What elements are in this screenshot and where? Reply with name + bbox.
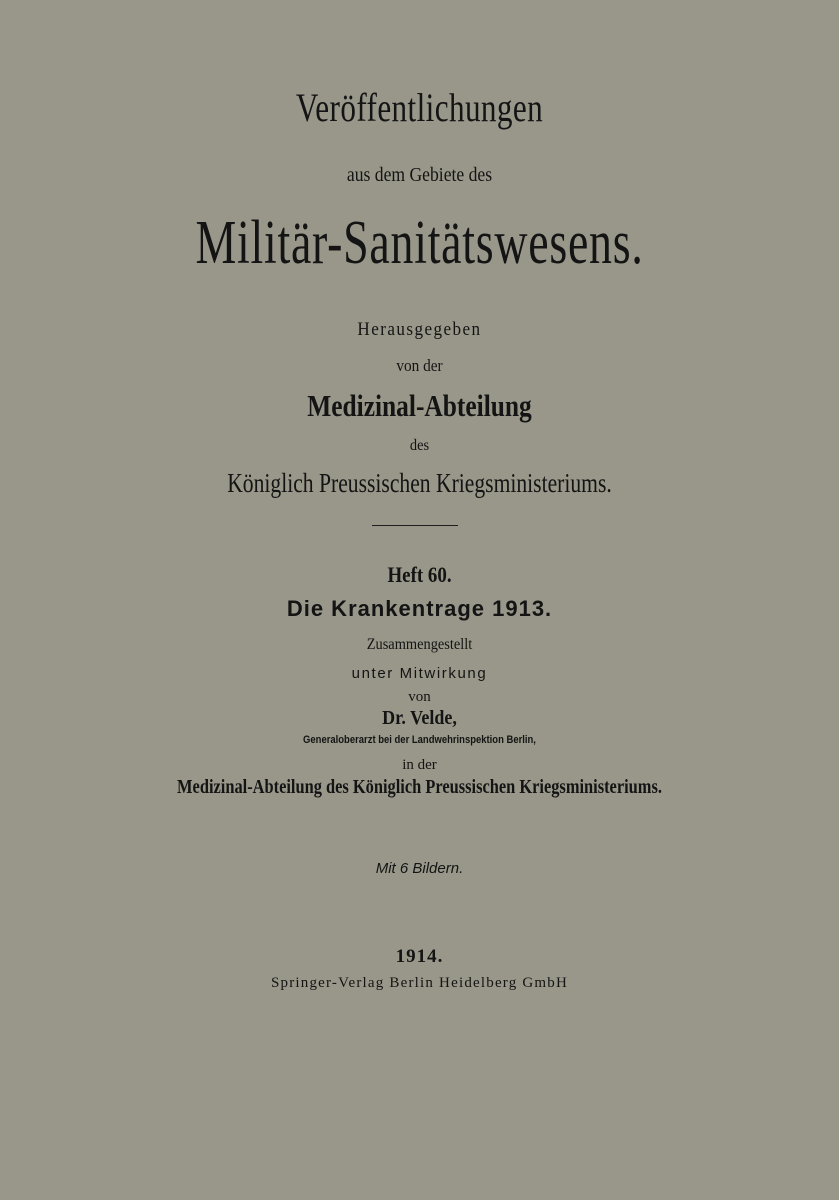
author-role: Generaloberarzt bei der Landwehrinspektion Berlin, (303, 734, 536, 746)
by-label: von (408, 689, 431, 705)
ministry-name: Königlich Preussischen Kriegsministeriums. (227, 468, 612, 498)
collaboration-label: unter Mitwirkung (351, 665, 488, 682)
main-title: Militär-Sanitätswesens. (195, 209, 644, 277)
volume-title: Die Krankentrage 1913. (286, 596, 553, 621)
in-the-label: in der (402, 757, 437, 773)
title-divider (372, 525, 458, 526)
compiled-label: Zusammengestellt (366, 636, 473, 653)
department-full-name: Medizinal-Abteilung des Königlich Preussischen Kriegsministeriums. (177, 776, 662, 798)
publication-year: 1914. (395, 946, 444, 967)
edited-by-label: Herausgegeben (357, 319, 482, 340)
series-subtitle: aus dem Gebiete des (346, 164, 493, 186)
issue-number: Heft 60. (387, 562, 452, 587)
department-name: Medizinal-Abteilung (307, 388, 532, 423)
series-title: Veröffentlichungen (295, 85, 544, 130)
publisher-imprint: Springer-Verlag Berlin Heidelberg GmbH (270, 975, 569, 991)
of-the-label: des (409, 437, 430, 454)
illustrations-note: Mit 6 Bildern. (375, 860, 464, 877)
from-the-label: von der (396, 356, 443, 375)
author-name: Dr. Velde, (382, 707, 457, 729)
